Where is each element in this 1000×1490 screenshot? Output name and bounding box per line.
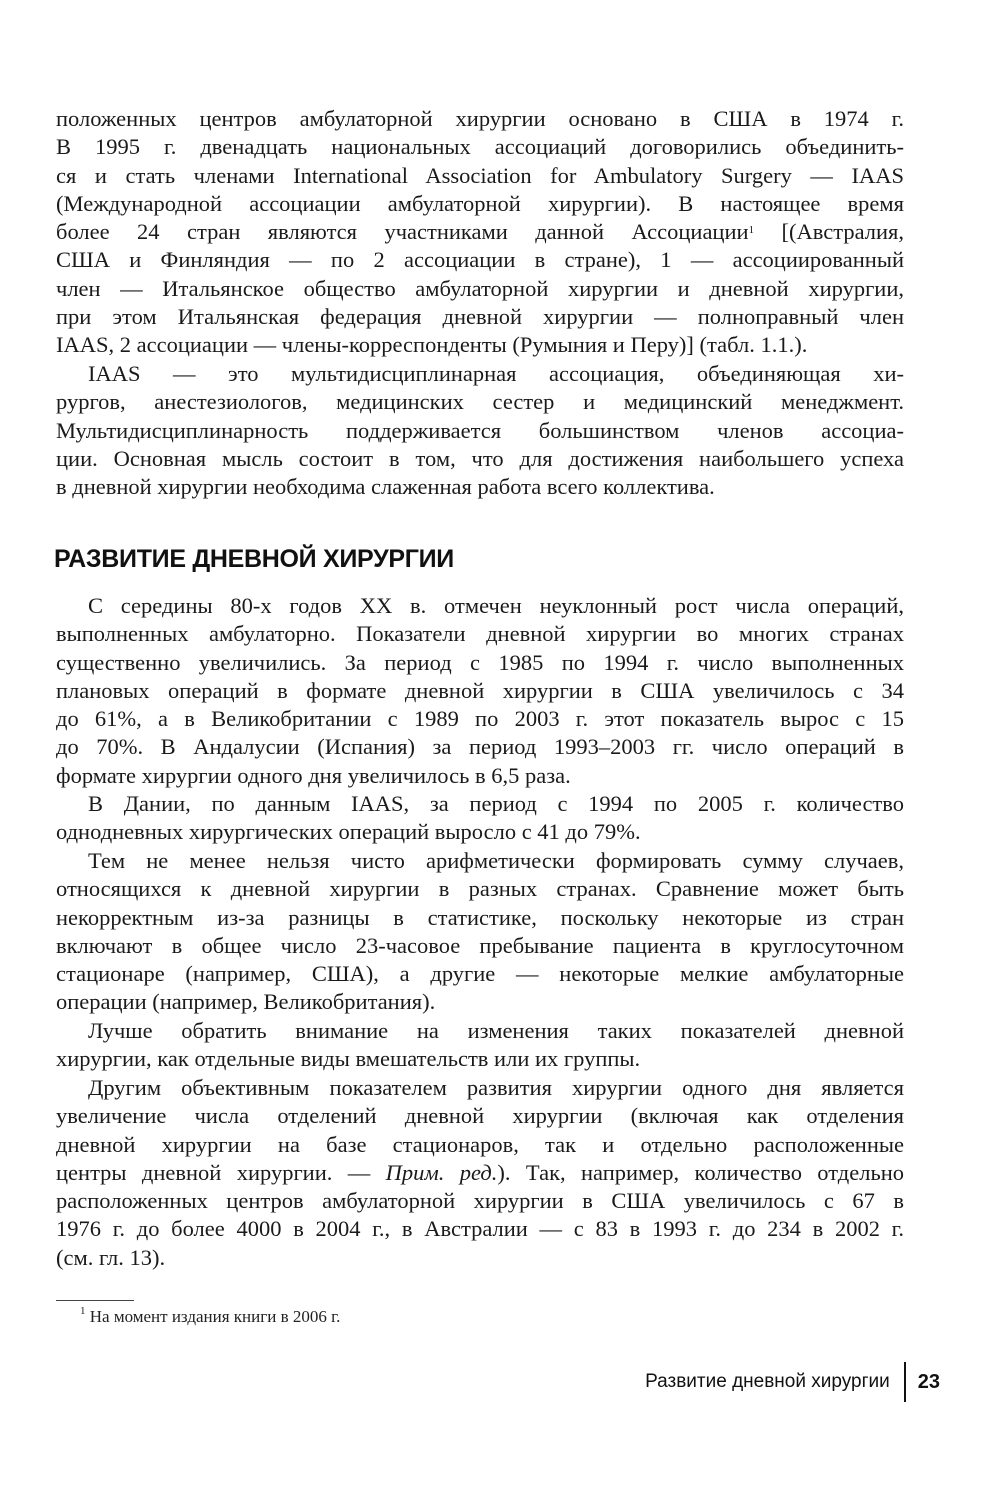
footnote-divider (56, 1300, 134, 1301)
footnote-reference: 1 (748, 224, 755, 237)
text-line: включают в общее число 23-часовое пребывание пациента в круглосуточном (56, 932, 904, 958)
text-line: (см. гл. 13). (56, 1244, 166, 1270)
text-line: ся и стать членами International Association for Ambulatory Surgery — IAAS (56, 162, 904, 188)
text-line: В Дании, по данным IAAS, за период с 1994 по 2005 г. количество (88, 791, 904, 816)
paragraph-comparison (56, 847, 904, 1017)
section-heading: РАЗВИТИЕ ДНЕВНОЙ ХИРУРГИИ (54, 545, 454, 573)
text-line: дневной хирургии на базе стационаров, так и отдельно расположенные (56, 1131, 904, 1157)
text-line: С середины 80-х годов XX в. отмечен неуклонный рост числа операций, (88, 593, 904, 618)
text-line: стационаре (например, США), а другие — некоторые мелкие амбулаторные (56, 961, 904, 987)
text-line: при этом Итальянская федерация дневной хирургии — полноправный член (56, 304, 904, 330)
text-line: IAAS, 2 ассоциации — члены-корреспонденты (Румыния и Перу)] (табл. 1.1.). (56, 332, 808, 358)
text-fragment: ). Так, например, количество отдельно (497, 1159, 905, 1185)
text-fragment: [(Австралия, (754, 219, 905, 245)
text-line (56, 218, 904, 246)
text-line: плановых операций в формате дневной хирургии в США увеличилось с 34 (56, 677, 904, 703)
text-line: некорректным из-за разницы в статистике, поскольку некоторые из стран (56, 904, 904, 930)
text-line: В 1995 г. двенадцать национальных ассоциаций договорились объединить- (56, 134, 904, 160)
footnote (80, 1307, 340, 1327)
text-line: США и Финляндия — по 2 ассоциации в стране), 1 — ассоциированный (56, 247, 904, 273)
paragraph-continuation (56, 105, 904, 360)
text-line: Другим объективным показателем развития хирургии одного дня является (88, 1075, 904, 1100)
text-line: однодневных хирургических операций выросло с 41 до 79%. (56, 819, 641, 845)
text-line: член — Итальянское общество амбулаторной хирургии и дневной хирургии, (56, 275, 904, 301)
running-footer (645, 1362, 940, 1402)
page-number: 23 (917, 1370, 940, 1393)
text-line: формате хирургии одного дня увеличилось в 6,5 раза. (56, 762, 571, 788)
footer-divider (904, 1362, 906, 1402)
paragraph-denmark (56, 790, 904, 847)
text-line: до 70%. В Андалусии (Испания) за период 1993–2003 гг. число операций в (56, 734, 904, 760)
text-line: 1976 г. до более 4000 в 2004 г., в Австралии — с 83 в 1993 г. до 234 в 2002 г. (56, 1216, 904, 1242)
text-line: Лучше обратить внимание на изменения таких показателей дневной (88, 1018, 904, 1043)
text-line: рургов, анестезиологов, медицинских сестер и медицинский менеджмент. (56, 389, 904, 415)
text-line: до 61%, а в Великобритании с 1989 по 2003 г. этот показатель вырос с 15 (56, 706, 904, 732)
text-fragment: центры дневной хирургии. — (56, 1159, 386, 1185)
running-title: Развитие дневной хирургии (645, 1371, 890, 1392)
text-line: существенно увеличились. За период с 1985 по 1994 г. число выполненных (56, 649, 904, 675)
paragraph-departments (56, 1074, 904, 1272)
footnote-text: На момент издания книги в 2006 г. (89, 1307, 341, 1326)
paragraph-indicators (56, 1017, 904, 1074)
text-line: (Международной ассоциации амбулаторной хирургии). В настоящее время (56, 190, 904, 216)
text-line: Тем не менее нельзя чисто арифметически формировать сумму случаев, (88, 848, 904, 873)
text-line: Мультидисциплинарность поддерживается большинством членов ассоциа- (56, 417, 904, 443)
text-line: хирургии, как отдельные виды вмешательств или их группы. (56, 1046, 641, 1072)
text-line: в дневной хирургии необходима слаженная работа всего коллектива. (56, 474, 715, 500)
text-line: расположенных центров амбулаторной хирургии в США увеличилось с 67 в (56, 1188, 904, 1214)
text-line (56, 1159, 904, 1187)
footnote-marker: 1 (80, 1305, 86, 1317)
text-line: увеличение числа отделений дневной хирургии (включая как отделения (56, 1103, 904, 1129)
paragraph-iaas (56, 360, 904, 501)
text-fragment: более 24 стран являются участниками данной Ассоциации (56, 219, 749, 245)
text-line: выполненных амбулаторно. Показатели дневной хирургии во многих странах (56, 621, 904, 647)
text-line: IAAS — это мультидисциплинарная ассоциация, объединяющая хи- (88, 361, 904, 386)
editor-note: Прим. ред. (385, 1159, 498, 1185)
text-line: относящихся к дневной хирургии в разных странах. Сравнение может быть (56, 876, 904, 902)
text-line: операции (например, Великобритания). (56, 989, 436, 1015)
text-line: положенных центров амбулаторной хирургии основано в США в 1974 г. (56, 106, 904, 131)
paragraph-growth (56, 592, 904, 790)
text-line: ции. Основная мысль состоит в том, что для достижения наибольшего успеха (56, 445, 904, 471)
